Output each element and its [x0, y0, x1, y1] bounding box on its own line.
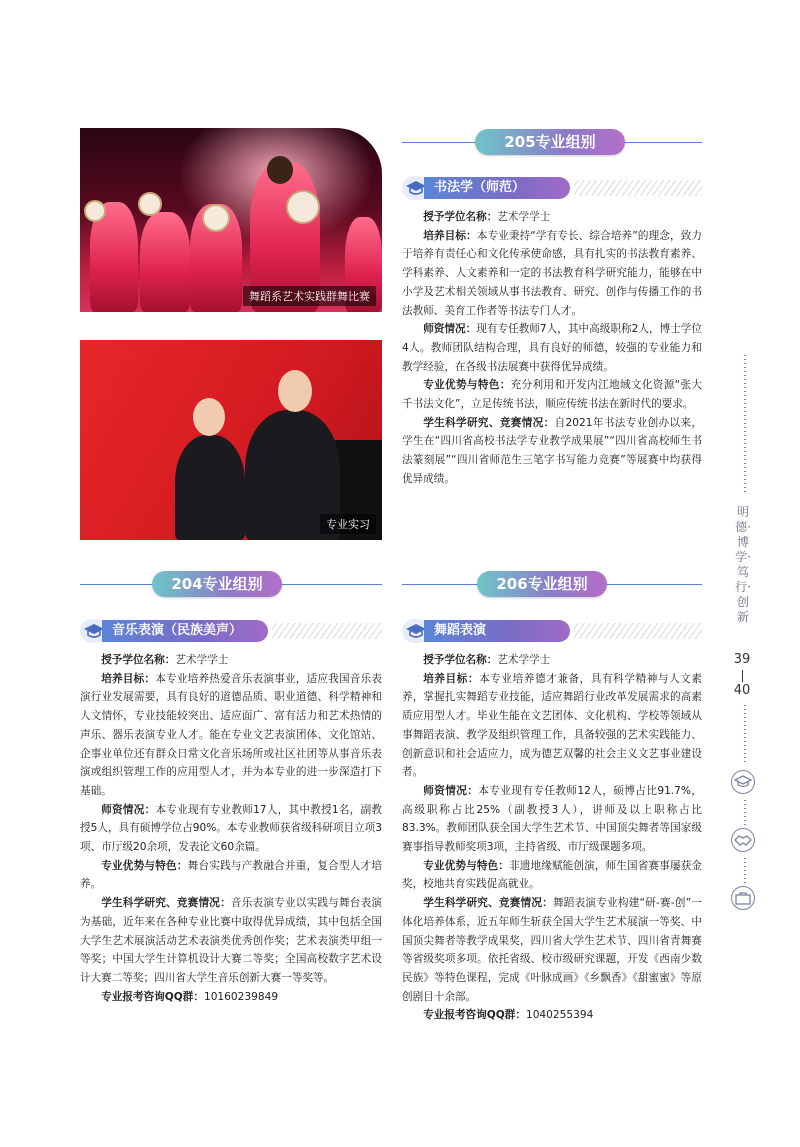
dancer-figure	[140, 212, 190, 312]
major-name: 音乐表演（民族美声）	[102, 620, 268, 642]
field-label: 培养目标：	[423, 229, 477, 242]
dancer-head	[267, 156, 293, 184]
field-label: 专业优势与特色：	[101, 859, 188, 872]
field-value: 非遗地缘赋能创演，师生国省赛事屡获金奖，校地共育实践促高就业。	[402, 859, 703, 891]
major-name: 舞蹈表演	[424, 620, 570, 642]
field-label: 培养目标：	[101, 672, 156, 685]
field-value: 舞蹈表演专业构建“研-赛-创”一体化培养体系，近五年师生斩获全国大学生艺术展演一等奖、中国顶尖舞者等教学成果奖，四川省大学生艺术节、四川省青舞赛等省级奖项多项。依托省级、校市级研究课题，开发《西南少数民族》等特色课程，完成《叶脉成画》《乡飘香》《甜蜜蜜》等原创剧目十余部。	[402, 897, 702, 1003]
dotted-line	[744, 800, 746, 825]
fan-prop	[138, 192, 162, 216]
fan-prop	[202, 204, 230, 232]
sidebar-dots	[735, 705, 755, 765]
motto-vertical: 明德·博学·笃行·创新	[735, 505, 751, 624]
page-number: 40	[733, 683, 751, 698]
photo-caption: 专业实习	[320, 514, 376, 534]
major-title-bar	[80, 619, 382, 643]
field-value: 充分利用和开发内江地域文化资源“张大千书法文化”，立足传统书法，顺应传统书法在新时代的要求。	[402, 379, 702, 411]
field-label: 师资情况：	[423, 323, 477, 336]
field-value: 本专业现有专业教师17人，其中教授1名，副教授5人，具有硕博学位占90%。本专业教师获省级科研项目立项3项、市厅级20余项，发表论文60余篇。	[80, 803, 383, 854]
field-value: 本专业秉持“学有专长、综合培养”的理念，致力于培养有责任心和文化传承使命感，具有扎实的书法教育素养、学科素养、人文素养和一定的书法教育科学研究能力，能够在中小学及艺术相关领域从事书法教育、研究、创作与传播工作的书法教师、美育工作者等书法专门人才。	[402, 229, 702, 317]
fan-prop	[286, 190, 320, 224]
sidebar-dots	[735, 355, 755, 495]
field-value: 舞台实践与产教融合并重，复合型人才培养。	[80, 859, 383, 891]
mortarboard-icon	[731, 770, 755, 794]
field-label: 专业优势与特色：	[423, 379, 511, 392]
field-value: 艺术学学士	[497, 654, 551, 666]
field-label: 授予学位名称：	[423, 654, 498, 666]
hatch-decoration	[574, 180, 702, 196]
field-value: 现有专任教师7人，其中高级职称2人，博士学位4人。教师团队结构合理，具有良好的师德，较强的专业能力和教学经验，在各级书法展赛中获得优异成绩。	[402, 323, 702, 373]
person-face	[193, 398, 225, 436]
page-divider	[742, 670, 743, 682]
group-label: 205专业组别	[475, 129, 625, 155]
major-title-bar	[402, 619, 702, 643]
group-label: 206专业组别	[477, 571, 607, 597]
hatch-decoration	[574, 623, 702, 639]
person-face	[278, 370, 312, 412]
field-label: 学生科学研究、竞赛情况：	[423, 897, 553, 910]
field-label: 授予学位名称：	[423, 211, 498, 223]
field-value: 本专业培养热爱音乐表演事业，适应我国音乐表演行业发展需要，具有良好的道德品质、职业道德、科学精神和人文情怀，专业技能较突出、适应面广、富有活力和艺术热情的声乐、器乐表演专业人才。能在专业文艺表演团体、文化馆站、企事业单位还有群众日常文化音乐场所或社区社团等从事音乐表演或组织管理工作的应用型人才，并为本专业的进一步深造打下基础。	[80, 672, 383, 797]
major-title-bar	[402, 176, 702, 200]
field-label: 师资情况：	[101, 803, 156, 816]
field-value: 自2021年书法专业创办以来，学生在“四川省高校书法学专业教学成果展”“四川省高校师生书法篆刻展”“四川省师范生三笔字书写能力竞赛”等展赛中均获得优异成绩。	[402, 416, 703, 485]
field-value: 艺术学学士	[175, 654, 229, 666]
group-header-204	[80, 571, 382, 597]
group-label: 204专业组别	[152, 571, 282, 597]
field-label: 专业报考咨询QQ群：	[423, 1009, 526, 1022]
handshake-icon	[731, 828, 755, 852]
field-label: 专业报考咨询QQ群：	[101, 990, 204, 1003]
major-description	[80, 651, 382, 1006]
field-label: 培养目标：	[423, 672, 480, 685]
hatch-decoration	[272, 623, 382, 639]
briefcase-icon	[731, 886, 755, 910]
field-label: 授予学位名称：	[101, 654, 176, 666]
group-header-206	[402, 571, 702, 597]
field-label: 学生科学研究、竞赛情况：	[101, 897, 231, 910]
major-name: 书法学（师范）	[424, 177, 570, 199]
qq-number: 1040255394	[525, 1009, 594, 1022]
dance-photo	[80, 128, 382, 312]
group-header-205	[402, 129, 702, 155]
dotted-line	[744, 858, 746, 883]
fan-prop	[84, 200, 106, 222]
field-label: 学生科学研究、竞赛情况：	[423, 416, 555, 429]
field-label: 师资情况：	[423, 784, 479, 797]
dotted-line	[744, 355, 746, 495]
person-figure	[175, 435, 245, 540]
qq-number: 10160239849	[203, 990, 279, 1003]
field-label: 专业优势与特色：	[423, 859, 510, 872]
field-value: 音乐表演专业以实践与舞台表演为基础，近年来在各种专业比赛中取得优异成绩，其中包括全国大学生艺术展演活动艺术表演类优秀创作奖；艺术表演类甲组一等奖；中国大学生计算机设计大赛二等奖；全国高校数字艺术设计大赛二等奖；四川省大学生音乐创新大赛一等奖等。	[80, 897, 383, 984]
photo-caption: 舞蹈系艺术实践群舞比赛	[243, 286, 376, 306]
sidebar-dots	[735, 858, 755, 883]
field-value: 本专业现有专任教师12人，硕博占比91.7%，高级职称占比25%（副教授3人），讲师及以上职称占比83.3%。教师团队获全国大学生艺术节、中国顶尖舞者等国家级赛事指导教师奖项3项，主持省级、市厅级课题多项。	[402, 784, 702, 854]
major-description	[402, 651, 702, 1025]
page-number: 39	[733, 652, 751, 667]
piano-photo	[80, 340, 382, 540]
major-description	[402, 208, 702, 489]
sidebar-dots	[735, 800, 755, 825]
field-value: 本专业培养德才兼备，具有科学精神与人文素养，掌握扎实舞蹈专业技能，适应舞蹈行业改革发展需求的高素质应用型人才。毕业生能在文艺团体、文化机构、学校等领域从事舞蹈表演、教学及组织管理工作，具备较强的艺术实践能力、创新意识和社会适应力，成为德艺双馨的社会主义文艺事业建设者。	[402, 672, 703, 779]
dotted-line	[744, 705, 746, 765]
field-value: 艺术学学士	[497, 211, 551, 223]
